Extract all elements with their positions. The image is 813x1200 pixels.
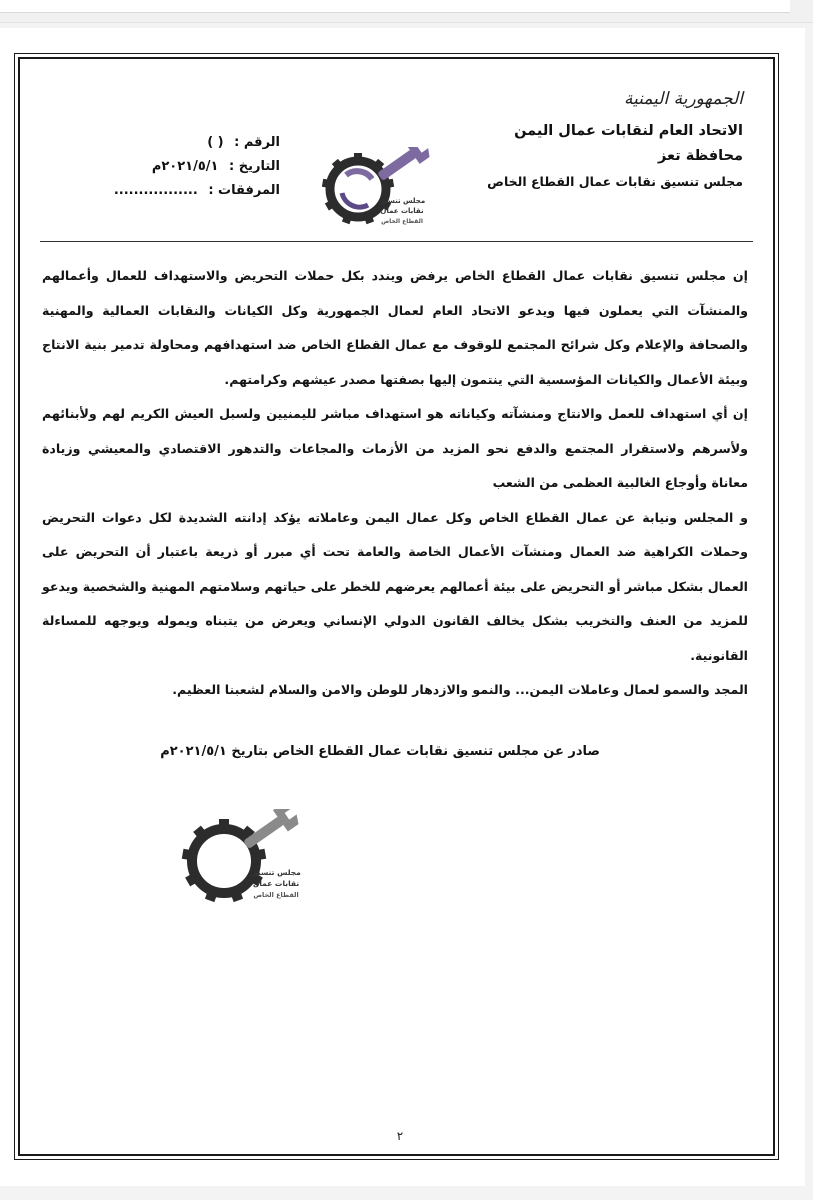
gear-wrench-stamp-icon — [180, 809, 305, 904]
page-border — [18, 57, 775, 1156]
paragraph: إن مجلس تنسيق نقابات عمال القطاع الخاص يرفض ويندد بكل حملات التحريض والاستهداف للعمال وأعمالهم والمنشآت التي يعملون فيها ويدعو الاتحاد العام لعمال الجمهورية وكل الكيانات والنقابات العمالية والمهنية والصحافة والإعلام وكل شرائح المجتمع للوقوف مع عمال القطاع الخاص ضد استهدافهم ومحاولة تدمير بنية الانتاج وبيئة الأعمال والكيانات المؤسسية التي ينتمون إليها بصفتها مصدر عيشهم وكرامتهم. — [42, 268, 748, 387]
letterhead-org-block — [483, 87, 743, 194]
logo-text-line2: نقابات عمال — [380, 207, 424, 215]
previous-page-strip — [0, 0, 813, 23]
logo-text-line1: مجلس تنسيق — [378, 197, 426, 205]
attachments-row — [100, 179, 280, 203]
paragraph: و المجلس ونيابة عن عمال القطاع الخاص وكل عمال اليمن وعاملاته يؤكد إدانته الشديدة لكل دعوات التحريض وحملات الكراهية ضد العمال ومنشآت الأعمال الخاصة والعامة تحت أي مبرر أو ذريعة باعتبار أن التحريض على العمال بشكل مباشر أو التحريض على بيئة أعمالهم يعرضهم للخطر على حياتهم وسلامتهم المهنية والشخصية ويدعو للمزيد من العنف والتخريب بشكل يخالف القانون الدولي الإنساني ويعرض من يتبناه ويموله ويوجهه للمساءلة القانونية. — [42, 509, 748, 663]
republic-calligraphy: الجمهورية اليمنية — [623, 89, 743, 109]
council-stamp-logo — [180, 809, 305, 904]
stamp-text-line2: نقابات عمال — [252, 879, 300, 888]
attachments-label: المرفقات : — [208, 183, 280, 198]
union-name: الاتحاد العام لنقابات عمال اليمن — [514, 123, 743, 139]
council-name: مجلس تنسيق نقابات عمال القطاع الخاص — [487, 174, 743, 189]
council-logo — [322, 147, 434, 229]
date-label: التاريخ : — [229, 159, 280, 174]
paragraph: المجد والسمو لعمال وعاملات اليمن... والنمو والازدهار للوطن والامن والسلام لشعبنا العظيم. — [172, 682, 748, 697]
reference-number-row — [100, 131, 280, 155]
statement-body — [42, 259, 748, 708]
logo-text-line3: القطاع الخاص — [381, 218, 423, 225]
stamp-text-line3: القطاع الخاص — [253, 891, 299, 899]
gear-wrench-logo-icon — [322, 147, 434, 229]
letterhead — [20, 59, 773, 241]
issued-by-line: صادر عن مجلس تنسيق نقابات عمال القطاع الخاص بتاريخ ٢٠٢١/٥/١م — [160, 744, 600, 759]
document-page — [0, 28, 805, 1186]
attachments-value: ................. — [113, 183, 198, 198]
reference-number-label: الرقم : — [234, 135, 280, 150]
reference-block — [100, 131, 280, 203]
date-row — [100, 155, 280, 179]
previous-page-edge — [0, 0, 790, 13]
page-number: ٢ — [396, 1129, 404, 1143]
governorate-name: محافظة تعز — [658, 148, 743, 164]
reference-number-value: ( ) — [207, 135, 224, 150]
header-divider — [40, 241, 753, 242]
date-value: ٢٠٢١/٥/١م — [151, 159, 219, 174]
paragraph: إن أي استهداف للعمل والانتاج ومنشآته وكياناته هو استهداف مباشر لليمنيين ولسبل العيش الكريم لهم ولأبنائهم ولأسرهم ولاستقرار المجتمع والدفع نحو المزيد من الأزمات والمجاعات والتدهور الاقتصادي والمعيشي وزيادة معاناة وأوجاع الغالبية العظمى من الشعب — [42, 406, 748, 490]
stamp-text-line1: مجلس تنسيق — [251, 868, 301, 877]
